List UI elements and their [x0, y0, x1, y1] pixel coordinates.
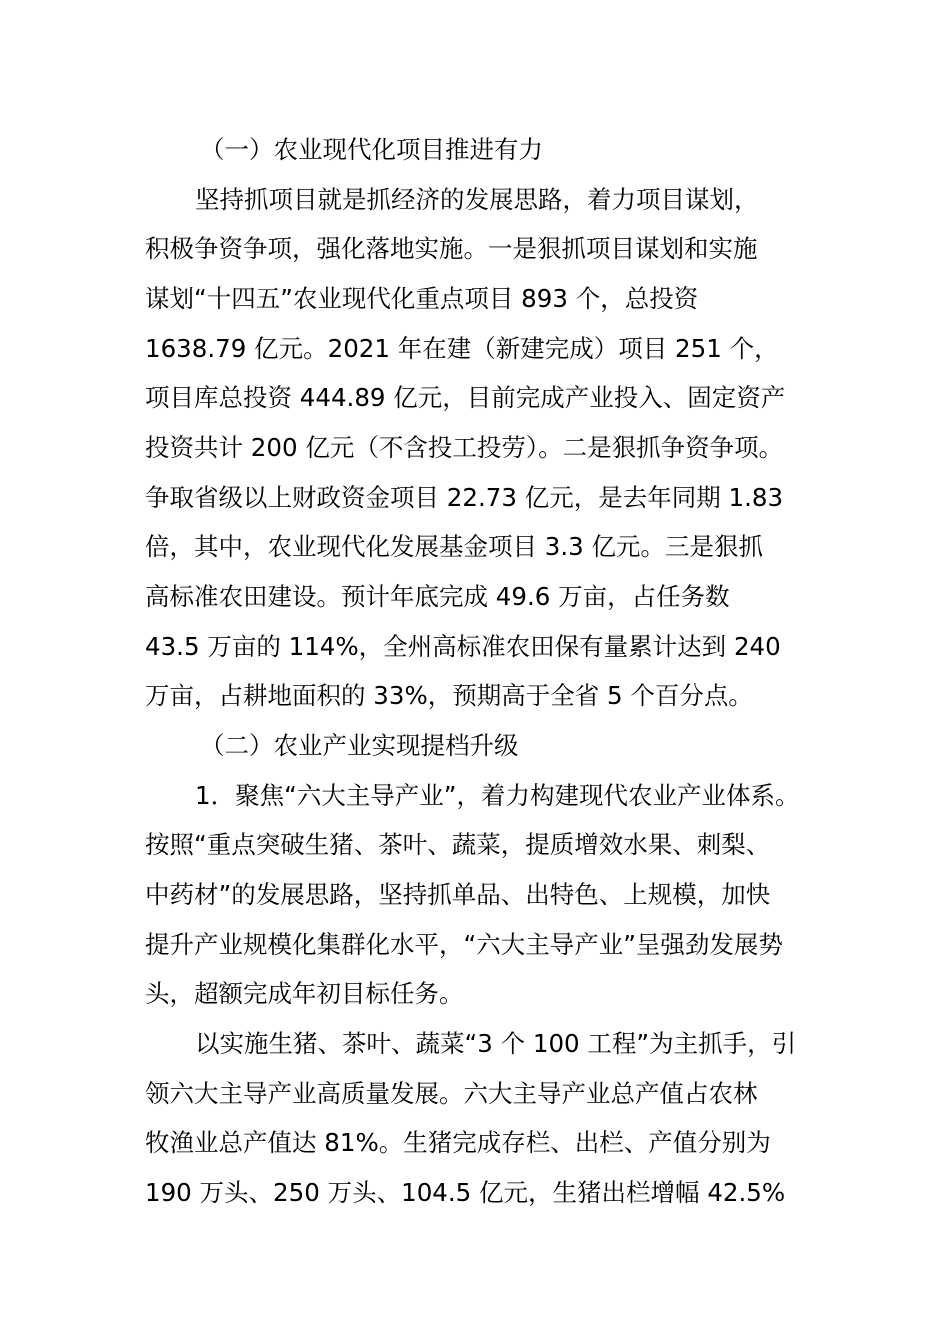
paragraph-line: 按照“重点突破生猪、茶叶、蔬菜，提质增效水果、刺梨、	[145, 830, 771, 859]
paragraph-line: 以实施生猪、茶叶、蔬菜“3 个 100 工程”为主抓手，引	[195, 1029, 797, 1058]
paragraph-line: 项目库总投资 444.89 亿元，目前完成产业投入、固定资产	[145, 383, 786, 412]
paragraph-line: 倍，其中，农业现代化发展基金项目 3.3 亿元。三是狠抓	[145, 532, 764, 561]
paragraph-line: 积极争资争项，强化落地实施。一是狠抓项目谋划和实施	[145, 234, 758, 263]
paragraph-line: 高标准农田建设。预计年底完成 49.6 万亩，占任务数	[145, 582, 730, 611]
paragraph-line: 43.5 万亩的 114%，全州高标准农田保有量累计达到 240	[145, 632, 781, 661]
paragraph-line: 牧渔业总产值达 81%。生猪完成存栏、出栏、产值分别为	[145, 1128, 771, 1157]
paragraph-line: 1．聚焦“六大主导产业”，着力构建现代农业产业体系。	[195, 781, 800, 810]
paragraph-line: 谋划“十四五”农业现代化重点项目 893 个，总投资	[145, 284, 699, 313]
paragraph-line: 领六大主导产业高质量发展。六大主导产业总产值占农林	[145, 1079, 758, 1108]
paragraph-line: 万亩，占耕地面积的 33%，预期高于全省 5 个百分点。	[145, 681, 753, 710]
section-heading-2: （二）农业产业实现提档升级	[200, 731, 519, 760]
paragraph-line: 投资共计 200 亿元（不含投工投劳）。二是狠抓争资争项。	[145, 433, 784, 462]
paragraph-line: 1638.79 亿元。2021 年在建（新建完成）项目 251 个，	[145, 334, 779, 363]
paragraph-line: 争取省级以上财政资金项目 22.73 亿元，是去年同期 1.83	[145, 483, 784, 512]
paragraph-line: 坚持抓项目就是抓经济的发展思路，着力项目谋划，	[195, 185, 759, 214]
paragraph-line: 提升产业规模化集群化水平，“六大主导产业”呈强劲发展势	[145, 930, 783, 959]
section-heading-1: （一）农业现代化项目推进有力	[200, 135, 543, 164]
paragraph-line: 190 万头、250 万头、104.5 亿元，生猪出栏增幅 42.5%	[145, 1178, 786, 1207]
paragraph-line: 中药材”的发展思路，坚持抓单品、出特色、上规模，加快	[145, 880, 771, 909]
paragraph-line: 头，超额完成年初目标任务。	[145, 979, 464, 1008]
